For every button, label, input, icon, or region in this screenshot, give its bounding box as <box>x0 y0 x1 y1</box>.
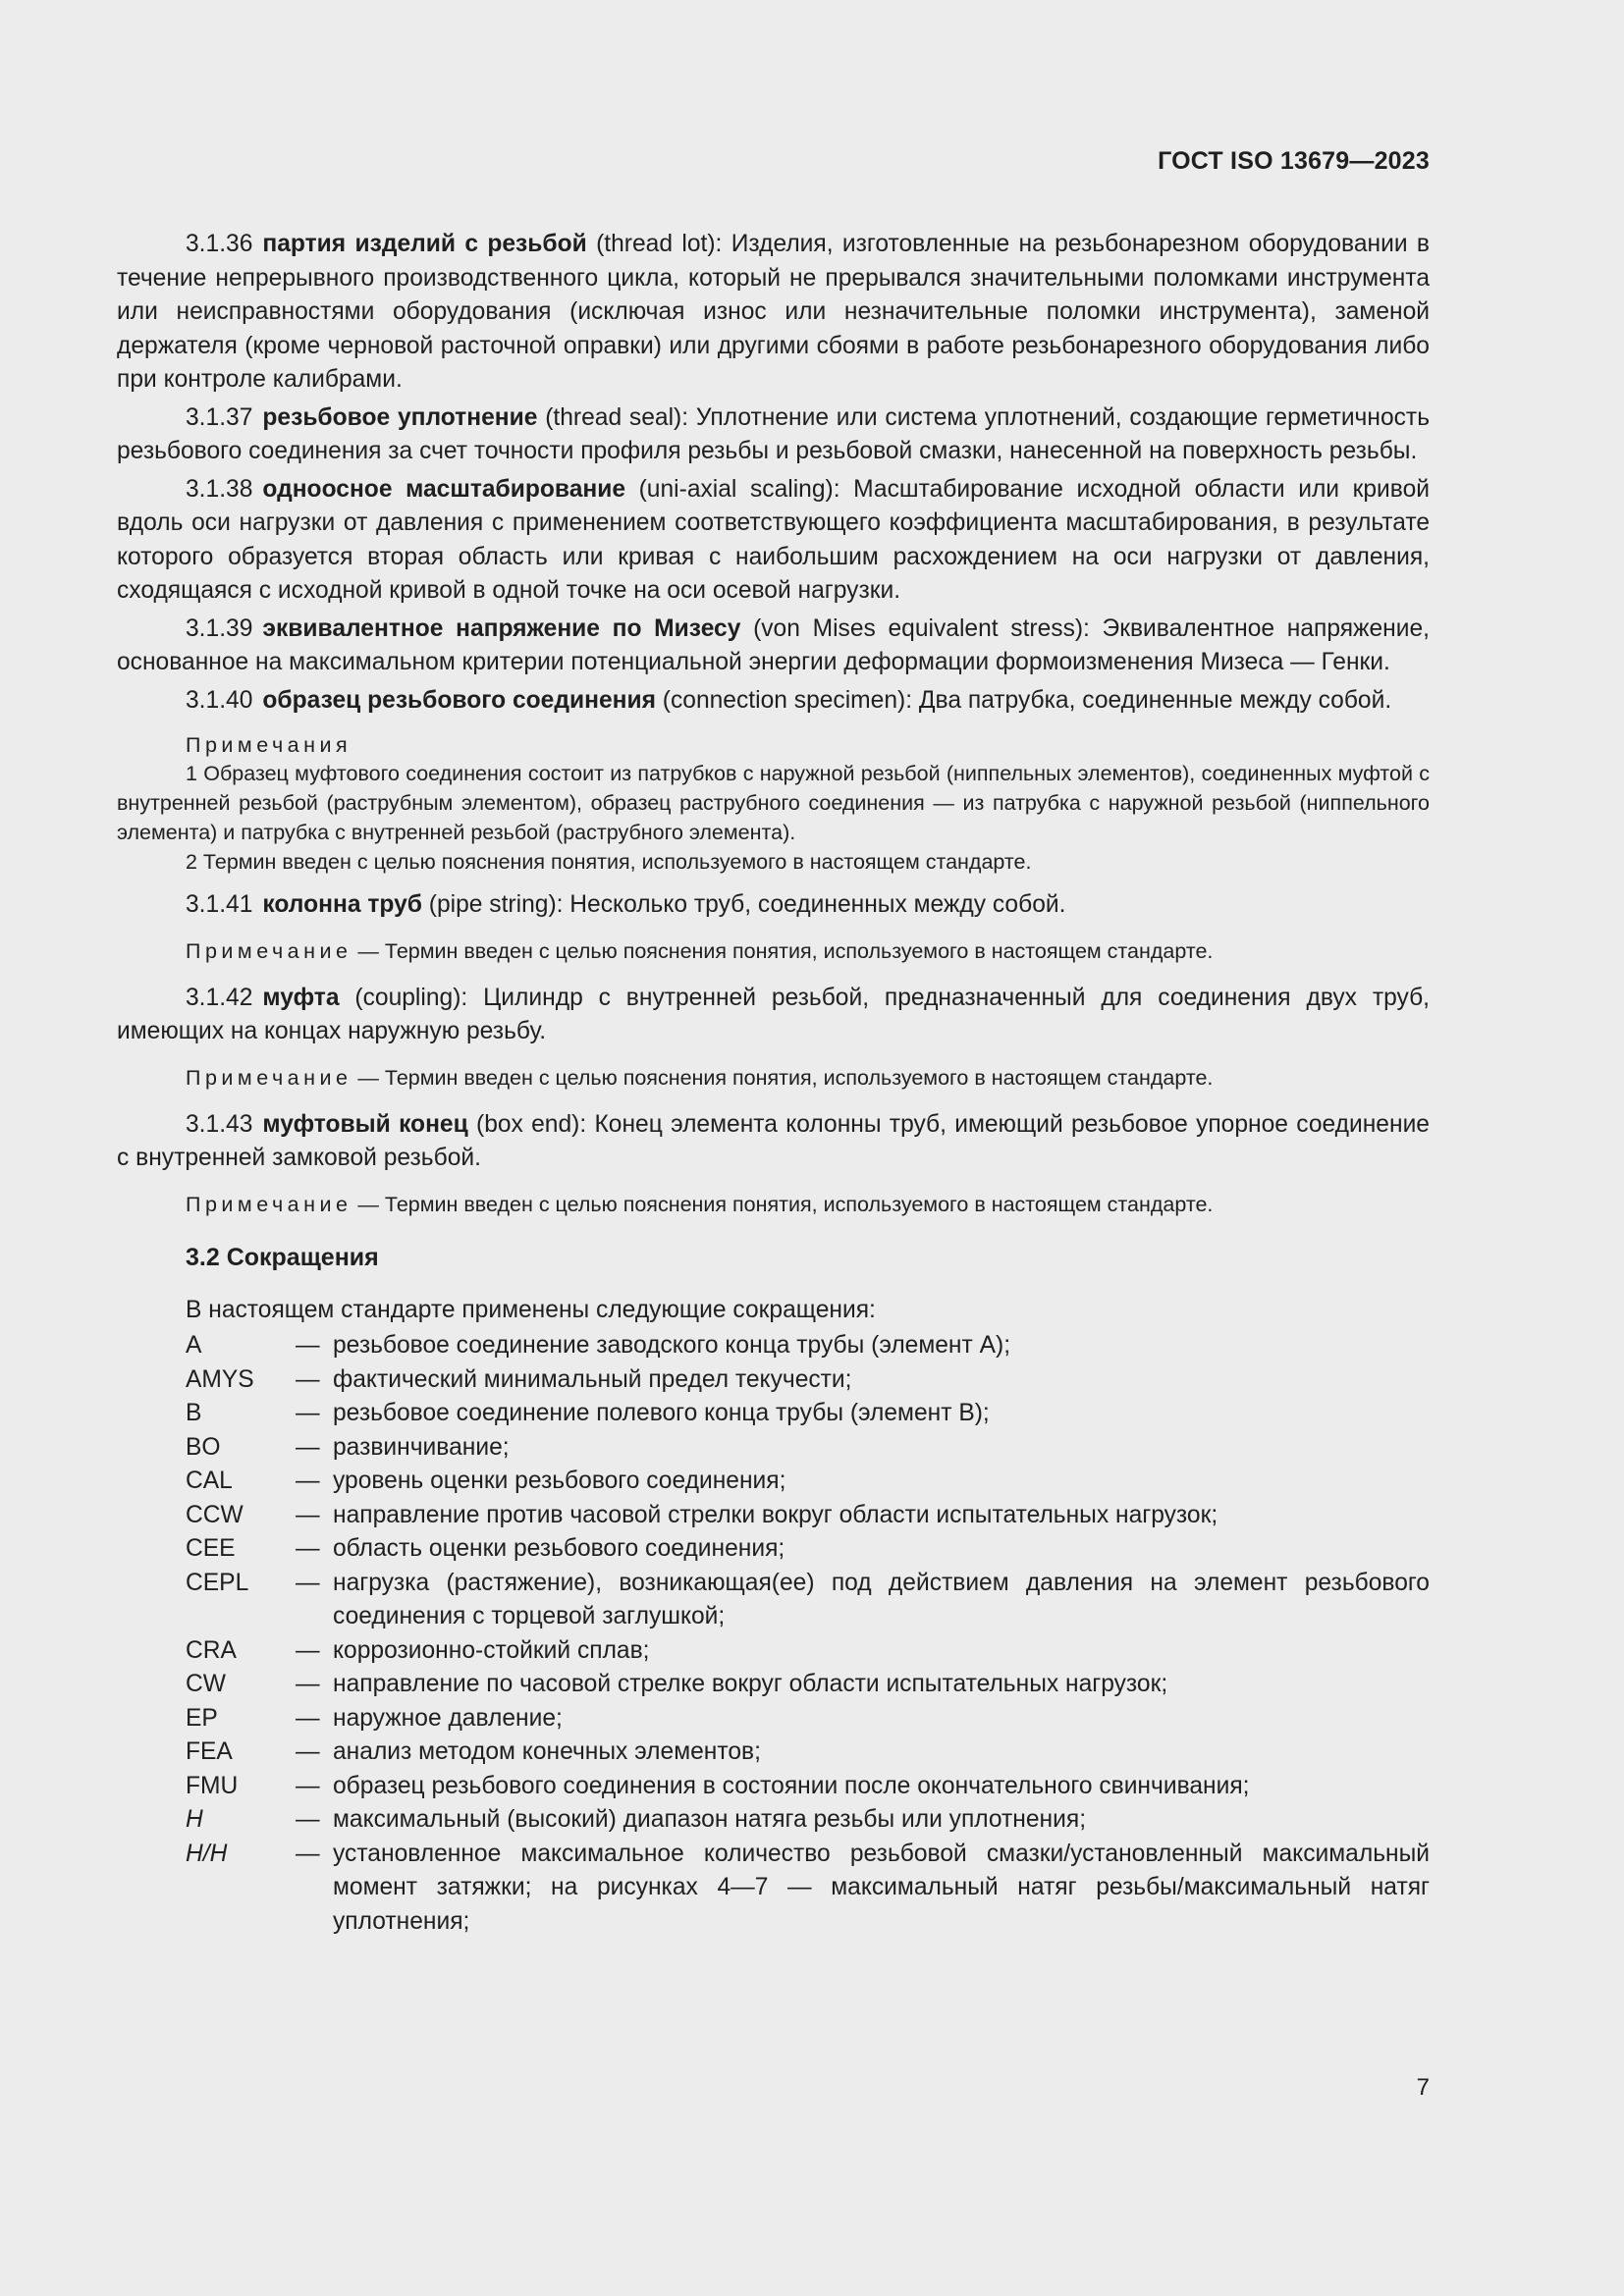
term-note <box>186 1190 1430 1219</box>
note-label: Примечание <box>186 1192 352 1216</box>
abbreviation-definition: направление по часовой стрелке вокруг области испытательных нагрузок; <box>333 1671 1168 1697</box>
term-definition: (coupling): Цилиндр с внутренней резьбой, предназначенный для соединения двух труб, имеющих на концах наружную резьбу. <box>117 984 1430 1044</box>
abbreviation-dash: — <box>296 1569 320 1596</box>
abbreviation-definition: развинчивание; <box>333 1433 510 1461</box>
abbreviation-row <box>186 1397 1430 1431</box>
term-definition: (connection specimen): Два патрубка, соединенные между собой. <box>655 686 1392 714</box>
abbreviation-dash: — <box>296 1535 320 1562</box>
abbreviation-code: H/H <box>186 1840 228 1867</box>
abbreviation-row <box>186 1803 1430 1838</box>
term-number: 3.1.42 <box>186 984 253 1011</box>
term-entry <box>117 888 1430 923</box>
abbreviation-dash: — <box>296 1468 320 1494</box>
abbreviation-code: B <box>186 1400 202 1426</box>
term-number: 3.1.36 <box>186 231 253 257</box>
term-definition: (pipe string): Несколько труб, соединенных между собой. <box>421 891 1066 918</box>
abbreviation-definition: резьбовое соединение полевого конца трубы (элемент B); <box>333 1400 990 1426</box>
abbreviation-dash: — <box>296 1501 320 1528</box>
abbreviation-definition: нагрузка (растяжение), возникающая(ее) под действием давления на элемент резьбового соединения с торцевой заглушкой; <box>333 1569 1430 1629</box>
abbreviation-row <box>186 1735 1430 1770</box>
term-number: 3.1.40 <box>186 686 253 714</box>
term-definition: (uni-axial scaling): Масштабирование исходной области или кривой вдоль оси нагрузки от давления с применением соответствующего коэффициента масштабирования, в результате которого образуется вторая область или кривая с наибольшим расхождением на оси нагрузки от давления, сходящаяся с исходной кривой в одной точке на оси осевой нагрузки. <box>117 475 1430 604</box>
abbreviation-dash: — <box>296 1772 320 1799</box>
abbreviation-definition: уровень оценки резьбового соединения; <box>333 1468 786 1494</box>
note-item-2: 2 Термин введен с целью пояснения понятия, используемого в настоящем стандарте. <box>186 850 1032 874</box>
abbreviation-code: FEA <box>186 1738 233 1765</box>
page-content <box>117 224 1430 1939</box>
note-label: Примечание <box>186 1065 352 1090</box>
abbreviation-definition: фактический минимальный предел текучести; <box>333 1365 852 1393</box>
abbreviation-definition: анализ методом конечных элементов; <box>333 1738 761 1765</box>
term-name: муфта <box>262 984 340 1011</box>
abbreviation-row <box>186 1363 1430 1398</box>
abbreviation-row <box>186 1499 1430 1533</box>
abbreviation-dash: — <box>296 1332 320 1359</box>
abbreviation-code: CCW <box>186 1501 244 1528</box>
abbreviation-row <box>186 1702 1430 1736</box>
abbreviation-code: H <box>186 1806 203 1833</box>
abbreviation-row <box>186 1329 1430 1363</box>
abbreviation-dash: — <box>296 1704 320 1732</box>
term-list-1 <box>117 228 1430 718</box>
abbreviation-definition: максимальный (высокий) диапазон натяга резьбы или уплотнения; <box>333 1806 1087 1833</box>
abbreviation-row <box>186 1634 1430 1669</box>
abbreviation-code: A <box>186 1332 202 1359</box>
abbreviation-dash: — <box>296 1671 320 1697</box>
abbreviation-list <box>117 1329 1430 1939</box>
term-entry <box>117 982 1430 1049</box>
abbreviation-code: AMYS <box>186 1365 254 1393</box>
abbreviation-definition: резьбовое соединение заводского конца трубы (элемент A); <box>333 1332 1011 1359</box>
term-list-2 <box>117 888 1430 1219</box>
note-label: Примечание <box>186 938 352 963</box>
abbreviation-definition: образец резьбового соединения в состоянии после окончательного свинчивания; <box>333 1772 1250 1799</box>
page-number: 7 <box>1416 2074 1430 2101</box>
abbreviation-row <box>186 1532 1430 1567</box>
abbreviation-definition: коррозионно-стойкий сплав; <box>333 1636 650 1664</box>
abbreviation-row <box>186 1668 1430 1702</box>
abbreviation-dash: — <box>296 1738 320 1765</box>
abbreviation-row <box>186 1465 1430 1499</box>
term-definition: (thread lot): Изделия, изготовленные на резьбонарезном оборудовании в течение непрерывного производственного цикла, который не прерывался значительными поломками инструмента или неисправностями оборудования (исключая износ или незначительные поломки инструмента), заменой держателя (кроме черновой расточной оправки) или другими сбоями в работе резьбонарезного оборудования либо при контроле калибрами. <box>117 231 1430 393</box>
abbreviation-dash: — <box>296 1636 320 1664</box>
abbreviation-definition: установленное максимальное количество резьбовой смазки/установленный максимальный момент затяжки; на рисунках 4—7 — максимальный натяг резьбы/максимальный натяг уплотнения; <box>333 1840 1430 1935</box>
abbreviation-dash: — <box>296 1400 320 1426</box>
term-definition: (thread seal): Уплотнение или система уплотнений, создающие герметичность резьбового соединения за счет точности профиля резьбы и резьбовой смазки, нанесенной на поверхность резьбы. <box>117 403 1431 464</box>
note-text: — Термин введен с целью пояснения понятия, используемого в настоящем стандарте. <box>352 1065 1214 1090</box>
note-text: — Термин введен с целью пояснения понятия, используемого в настоящем стандарте. <box>352 1192 1214 1216</box>
notes-heading: Примечания <box>186 733 352 757</box>
term-name: эквивалентное напряжение по Мизесу <box>262 614 741 642</box>
abbreviation-row <box>186 1431 1430 1466</box>
term-entry <box>117 228 1430 398</box>
abbreviation-code: CEE <box>186 1535 236 1562</box>
abbreviation-row <box>186 1770 1430 1804</box>
abbreviation-row <box>186 1567 1430 1634</box>
abbreviation-code: FMU <box>186 1772 239 1799</box>
term-number: 3.1.41 <box>186 891 253 918</box>
abbreviation-code: CRA <box>186 1636 237 1664</box>
term-note <box>186 936 1430 966</box>
term-name: резьбовое уплотнение <box>262 403 538 431</box>
section-intro: В настоящем стандарте применены следующие сокращения: <box>186 1296 876 1323</box>
document-header: ГОСТ ISO 13679—2023 <box>1158 147 1430 175</box>
note-text: — Термин введен с целью пояснения понятия, используемого в настоящем стандарте. <box>352 938 1214 963</box>
term-entry <box>117 684 1430 719</box>
term-entry <box>117 613 1430 680</box>
abbreviation-dash: — <box>296 1433 320 1461</box>
abbreviation-dash: — <box>296 1365 320 1393</box>
term-entry <box>117 401 1430 469</box>
term-name: партия изделий с резьбой <box>262 231 587 257</box>
term-definition: (box end): Конец элемента колонны труб, имеющий резьбовое упорное соединение с внутренней замковой резьбой. <box>117 1110 1430 1171</box>
term-entry <box>117 1108 1430 1176</box>
abbreviation-row <box>186 1838 1430 1940</box>
term-number: 3.1.43 <box>186 1110 253 1138</box>
abbreviation-code: CAL <box>186 1468 233 1494</box>
term-number: 3.1.39 <box>186 614 253 642</box>
abbreviation-definition: область оценки резьбового соединения; <box>333 1535 785 1562</box>
section-title: 3.2 Сокращения <box>186 1243 379 1271</box>
term-name: образец резьбового соединения <box>262 686 656 714</box>
abbreviation-dash: — <box>296 1840 320 1867</box>
term-definition: (von Mises equivalent stress): Эквивалентное напряжение, основанное на максимальном критерии потенциальной энергии деформации формоизменения Мизеса — Генки. <box>117 614 1430 675</box>
term-entry <box>117 473 1430 609</box>
term-name: одноосное масштабирование <box>262 475 626 503</box>
abbreviation-code: CEPL <box>186 1569 249 1596</box>
abbreviation-code: BO <box>186 1433 221 1461</box>
term-name: муфтовый конец <box>262 1110 468 1138</box>
abbreviation-code: EP <box>186 1704 218 1732</box>
abbreviation-dash: — <box>296 1806 320 1833</box>
abbreviation-definition: направление против часовой стрелки вокруг области испытательных нагрузок; <box>333 1501 1218 1528</box>
term-name: колонна труб <box>262 891 422 918</box>
term-number: 3.1.38 <box>186 475 253 503</box>
note-item-1: 1 Образец муфтового соединения состоит из патрубков с наружной резьбой (ниппельных элементов), соединенных муфтой с внутренней резьбой (раструбным элементом), образец раструбного соединения — из патрубка с наружной резьбой (ниппельного элемента) и патрубка с внутренней резьбой (раструбного элемента). <box>117 762 1430 844</box>
abbreviation-code: CW <box>186 1671 226 1697</box>
term-note <box>186 1063 1430 1093</box>
abbreviation-definition: наружное давление; <box>333 1704 563 1732</box>
term-number: 3.1.37 <box>186 403 253 431</box>
